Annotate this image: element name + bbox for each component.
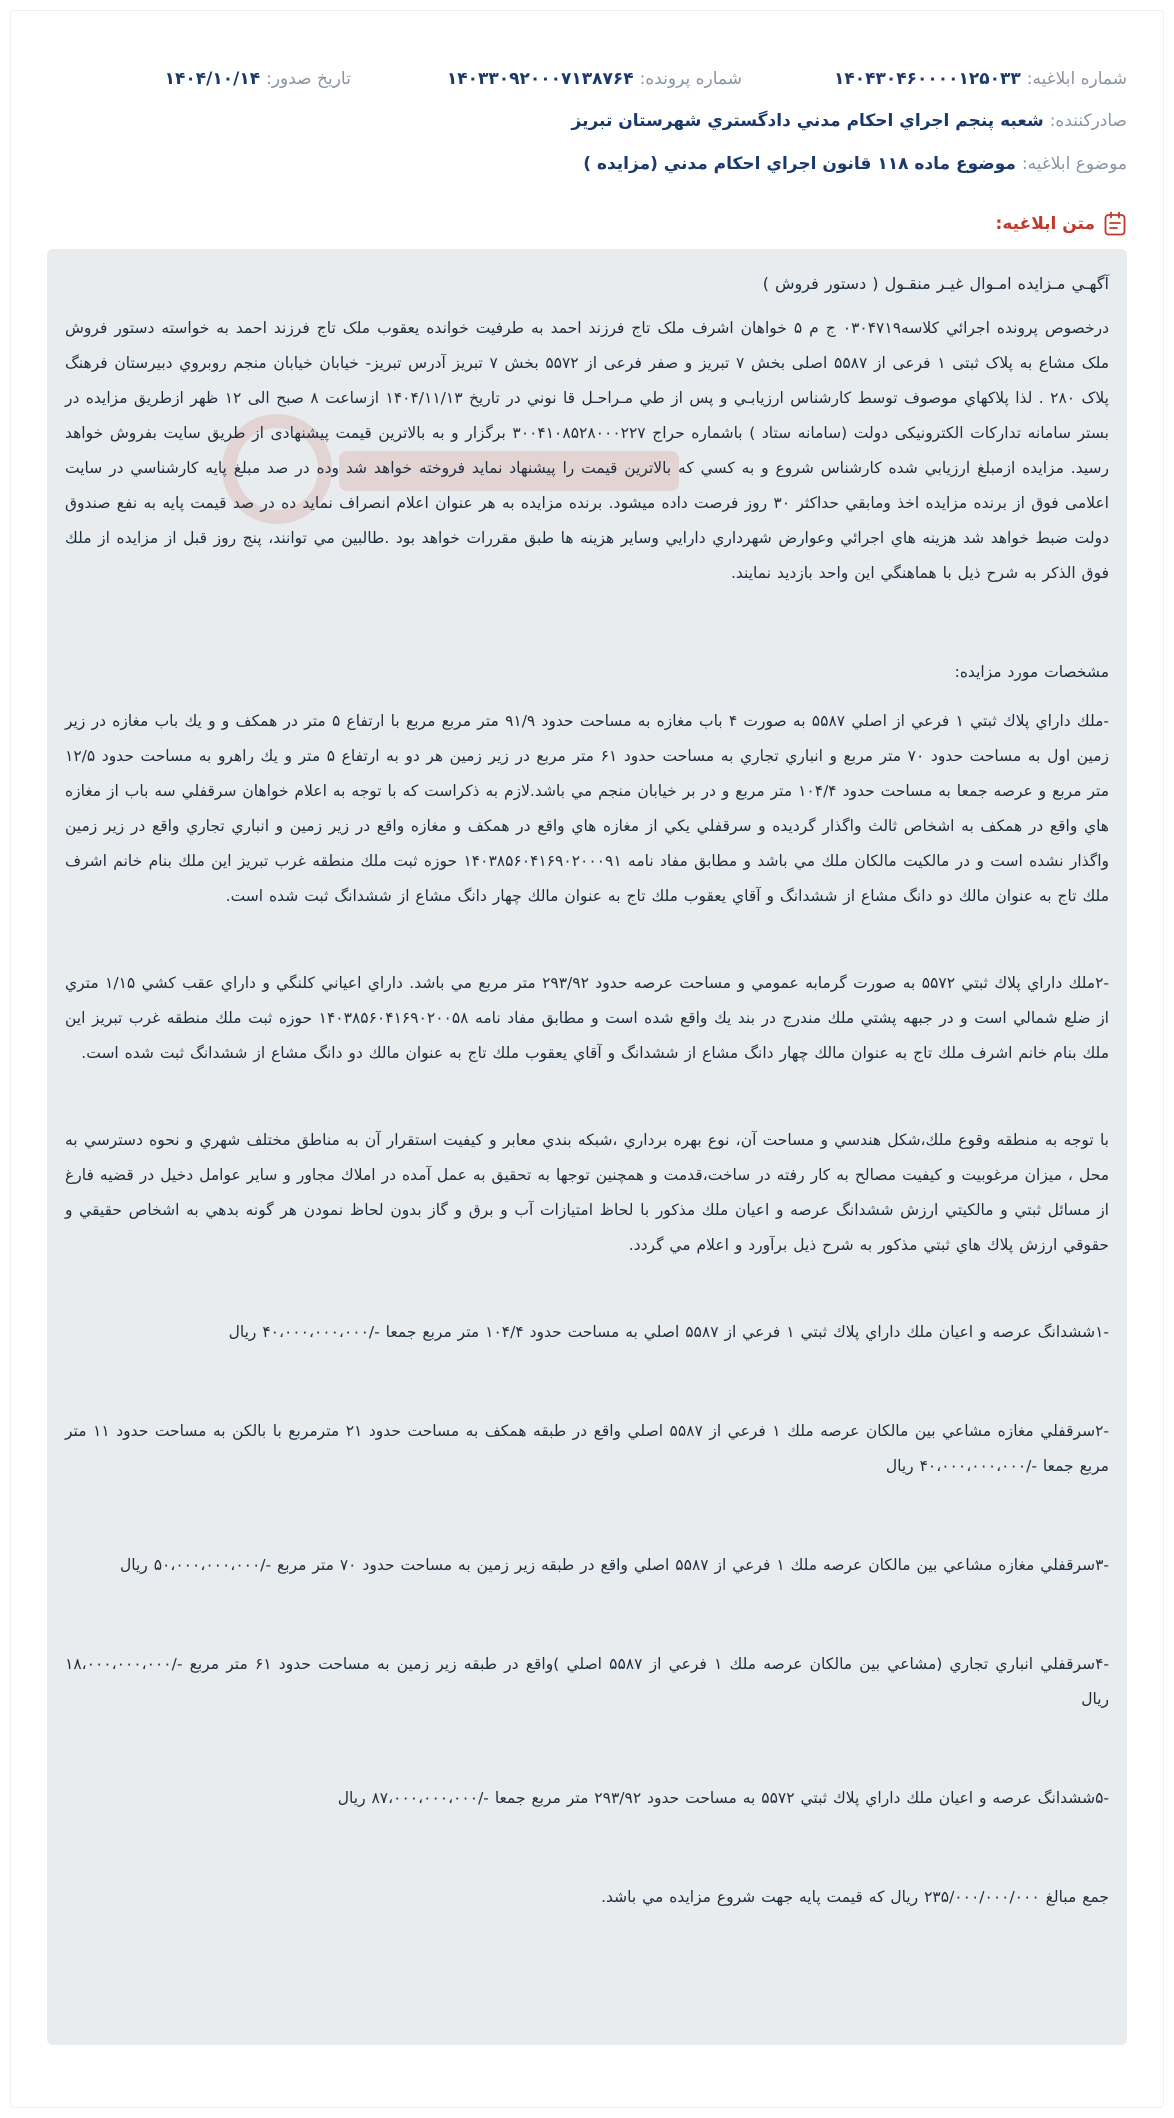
valuation-item-1: -۱ششدانگ عرصه و اعيان ملك داراي پلاك ثبتي ۱ فرعي از ۵۵۸۷ اصلي به مساحت حدود ۱۰۴/۴ متر مربع جمعا -/۴۰،۰۰۰،۰۰۰،۰۰۰ ريال — [228, 1323, 1109, 1341]
issuer-label: صادرکننده: — [1049, 111, 1127, 131]
document-text-icon — [1103, 211, 1127, 237]
issue-date — [165, 69, 351, 89]
issue-date-value: ۱۴۰۴/۱۰/۱۴ — [164, 69, 261, 89]
case-number-label: شماره پرونده: — [639, 69, 742, 89]
subject-label: موضوع ابلاغیه: — [1021, 154, 1127, 174]
notice-meta-row — [47, 65, 1127, 93]
notice-number-value: ۱۴۰۴۳۰۴۶۰۰۰۰۱۲۵۰۳۳ — [833, 69, 1021, 89]
valuation-item-3: -۳سرقفلي مغازه مشاعي بين مالكان عرصه ملك ۱ فرعي از ۵۵۸۷ اصلي واقع در طبقه زير زمين به مساحت حدود ۷۰ متر مربع -/۵۰،۰۰۰،۰۰۰،۰۰۰ ريال — [119, 1556, 1109, 1574]
specs-heading: مشخصات مورد مزايده: — [954, 663, 1109, 681]
valuation-item-4: -۴سرقفلي انباري تجاري (مشاعي بين مالكان عرصه ملك ۱ فرعي از ۵۵۸۷ اصلي )واقع در طبقه زير زمين به مساحت حدود ۶۱ متر مربع -/۱۸،۰۰۰،۰۰۰،۰۰۰ ريال — [65, 1655, 1109, 1708]
notice-text-heading — [996, 209, 1127, 239]
valuation-item-2: -۲سرقفلي مغازه مشاعي بين مالكان عرصه ملك ۱ فرعي از ۵۵۸۷ اصلي واقع در طبقه همكف به مساحت حدود ۲۱ مترمربع با بالكن به مساحت حدود ۱۱ متر مربع جمعا -/۴۰،۰۰۰،۰۰۰،۰۰۰ ريال — [65, 1422, 1110, 1475]
auction-title: آگهـي مـزايده امـوال غيـر منقـول ( دستور فروش ) — [762, 274, 1109, 293]
notice-text-heading-label: متن ابلاغیه: — [995, 214, 1095, 234]
valuation-total: جمع مبالغ ۲۳۵/۰۰۰/۰۰۰/۰۰۰ ريال كه قيمت پايه جهت شروع مزايده مي باشد. — [601, 1888, 1109, 1906]
case-number-value: ۱۴۰۳۳۰۹۲۰۰۰۷۱۳۸۷۶۴ — [446, 69, 634, 89]
valuation-basis-paragraph: با توجه به منطقه وقوع ملك،شكل هندسي و مساحت آن، نوع بهره برداري ،شبكه بندي معابر و كيفيت استقرار آن به مناطق مختلف شهري و نحوه دسترسي به محل ، ميزان مرغوبيت و كيفيت مصالح به كار رفته در ساخت،قدمت و همچنين توجها به تحقيق به عمل آمده در املاك مجاور و ساير عوامل دخيل در قضيه فارغ از مسائل ثبتي و مالكيتي ارزش ششدانگ عرصه و اعيان ملك مذكور با لحاظ امتيازات آب و برق و گاز بدون لحاظ نمودن هر گونه بدهي به اشخاص حقيقي و حقوقي ارزش پلاك هاي ثبتي مذكور به شرح ذيل برآورد و اعلام مي گردد. — [65, 1131, 1109, 1254]
issuer — [572, 111, 1128, 131]
issuer-row — [47, 107, 1127, 135]
valuation-item-5: -۵ششدانگ عرصه و اعيان ملك داراي پلاك ثبتي ۵۵۷۲ به مساحت حدود ۲۹۳/۹۲ متر مربع جمعا -/۸۷،۰۰۰،۰۰۰،۰۰۰ ريال — [337, 1789, 1109, 1807]
notice-number-label: شماره ابلاغیه: — [1026, 69, 1127, 89]
issuer-value: شعبه پنجم اجراي احكام مدني دادگستري شهرستان تبريز — [571, 111, 1044, 131]
auction-intro-paragraph: درخصوص پرونده اجرائي كلاسه۰۳۰۴۷۱۹ ج م ۵ خواهان اشرف ملک تاج فرزند احمد به طرفيت خوانده يعقوب ملک تاج فرزند احمد به خواسته دستور فروش ملک مشاع به پلاک ثبتی ۱ فرعی از ۵۵۸۷ اصلی بخش ۷ تبریز و صفر فرعی از ۵۵۷۲ بخش ۷ تبریز آدرس تبريز- خيابان خيابان منجم روبروي دبيرستان فرهنگ پلاک ۲۸۰ . لذا پلاكهاي موصوف توسط كارشناس ارزيابـي و پس از طي مـراحـل قا نوني در تاريخ ۱۴۰۴/۱۱/۱۳ ازساعت ۸ صبح الی ۱۲ ظهر ازطريق مزايده در بستر سامانه تداركات الكترونيكی دولت (سامانه ستاد ) باشماره حراج ۳۰۰۴۱۰۸۵۲۸۰۰۰۲۲۷ برگزار و به بالاترين قيمت پيشنهادی از طريق سايت بفروش خواهد رسيد. مزايده ازمبلغ ارزيابي شده كارشناس شروع و به كسي كه بالاترين قيمت را پيشنهاد نمايد فروخته خواهد شد وده در صد مبلغ پايه كارشناسي در سايت اعلامی فوق از برنده مزايده اخذ ومابقي حداكثر ۳۰ روز فرصت داده ميشود. برنده مزايده به هر عنوان اعلام انصراف نمايد ده در صد قيمت پايه به نفع صندوق دولت ضبط خواهد شد هزينه هاي اجرائي وعوارض شهرداري دارايي وساير هزينه ها طبق مقررات خواهد بود .طالبين مي توانند، پنج روز قبل از مزايده از ملك فوق الذكر به شرح ذيل با هماهنگي اين واحد بازديد نمايند. — [65, 319, 1110, 582]
subject-row — [47, 150, 1127, 178]
notice-page — [10, 10, 1164, 2108]
spec-item-2: -۲ملك داراي پلاك ثبتي ۵۵۷۲ به صورت گرمابه عمومي و مساحت عرصه حدود ۲۹۳/۹۲ متر مربع مي باشد. داراي اعياني كلنگي و داراي عقب كشي ۱/۱۵ متري از ضلع شمالي است و در جبهه پشتي ملك مندرج در بند يك واقع شده است و مطابق مفاد نامه ۱۴۰۳۸۵۶۰۴۱۶۹۰۲۰۰۵۸ حوزه ثبت ملك منطقه غرب تبريز اين ملك بنام خانم اشرف ملك تاج به عنوان مالك چهار دانگ مشاع از ششدانگ و آقاي يعقوب ملك تاج به عنوان مالك دو دانگ مشاع از ششدانگ ثبت شده است. — [65, 974, 1110, 1062]
subject-value: موضوع ماده ۱۱۸ قانون اجراي احكام مدني (مزايده ) — [583, 154, 1016, 174]
subject — [583, 154, 1127, 174]
notice-number — [834, 69, 1127, 89]
notice-body — [47, 249, 1127, 2045]
spec-item-1: -ملك داراي پلاك ثبتي ۱ فرعي از اصلي ۵۵۸۷ به صورت ۴ باب مغازه به مساحت حدود ۹۱/۹ متر مربع مربع با ارتفاع ۵ متر در همكف و و يك باب مغازه در زير زمين اول به مساحت حدود ۷۰ متر مربع و انباري تجاري به مساحت حدود ۶۱ متر مربع در زير زمين هر دو به ارتفاع ۵ متر و يك راهرو به مساحت حدود ۱۲/۵ متر مربع و عرصه جمعا به مساحت حدود ۱۰۴/۴ متر مربع و در بر خيابان منجم مي باشد.لازم به ذكراست كه با توجه به اعلام خواهان سرقفلي سه باب از مغازه هاي واقع در همكف به اشخاص ثالث واگذار گرديده و سرقفلي يكي از مغازه هاي واقع در همكف و مغازه واقع در زير زمين و انباري تجاري واقع در زير زمين واگذار نشده است و در مالكيت مالكان ملك مي باشد و مطابق مفاد نامه ۱۴۰۳۸۵۶۰۴۱۶۹۰۲۰۰۰۹۱ حوزه ثبت ملك منطقه غرب تبريز اين ملك بنام خانم اشرف ملك تاج به عنوان مالك دو دانگ مشاع از ششدانگ و آقاي يعقوب ملك تاج به عنوان مالك چهار دانگ مشاع از ششدانگ ثبت شده است. — [65, 712, 1110, 905]
case-number — [447, 69, 742, 89]
issue-date-label: تاریخ صدور: — [266, 69, 351, 89]
